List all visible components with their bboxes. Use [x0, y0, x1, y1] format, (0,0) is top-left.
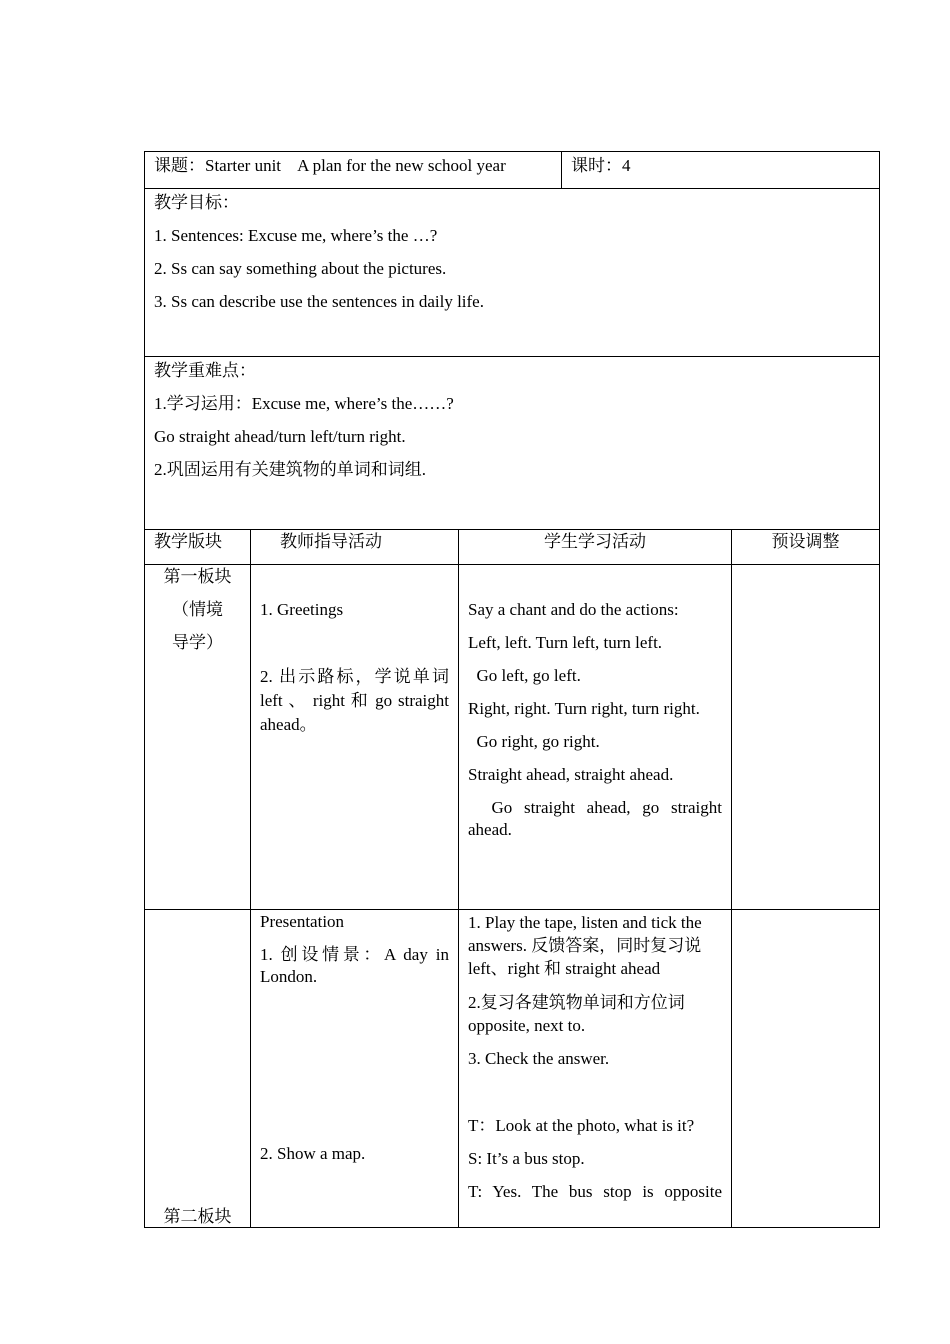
student-activity: 1. Play the tape, listen and tick the answers. 反馈答案，同时复习说 left、right 和 straight ahead: [468, 913, 702, 978]
col-header-adjustment: 预设调整: [731, 530, 879, 564]
section2-row: [144, 909, 880, 1228]
student-activity: Go straight ahead, go straight ahead.: [468, 798, 727, 839]
column-header-row: [144, 529, 880, 564]
section1-label-cell: [145, 565, 250, 909]
teacher-activity: Presentation: [260, 912, 345, 931]
student-activity: T：Look at the photo, what is it?: [468, 1116, 695, 1135]
student-activity: Go right, go right.: [468, 732, 600, 751]
section2-teacher-cell: [250, 910, 458, 1227]
lesson-plan-document: [144, 151, 880, 1228]
student-activity: Straight ahead, straight ahead.: [468, 765, 674, 784]
student-activity: T: Yes. The bus stop is opposite: [468, 1182, 722, 1201]
student-activity: Left, left. Turn left, turn left.: [468, 633, 663, 652]
key-points-row: [144, 356, 880, 529]
section1-adjustment-cell: [731, 565, 879, 909]
section2-student-cell: [458, 910, 731, 1227]
topic-text: Starter unit A plan for the new school year: [205, 156, 506, 175]
student-activity: Say a chant and do the actions:: [468, 600, 679, 619]
student-activity: Go left, go left.: [468, 666, 581, 685]
section2-adjustment-cell: [731, 910, 879, 1227]
key-point-item: Go straight ahead/turn left/turn right.: [154, 427, 406, 446]
section2-label: 第二板块: [163, 1207, 232, 1226]
teacher-activity: 2. Show a map.: [260, 1144, 366, 1163]
key-point-item: 1.学习运用：Excuse me, where’s the……?: [154, 394, 454, 413]
period-cell: [561, 152, 879, 188]
objectives-row: [144, 188, 880, 356]
col-header-student: 学生学习活动: [458, 530, 731, 564]
header-row: [144, 151, 880, 188]
section1-student-cell: [458, 565, 731, 909]
objective-item: 3. Ss can describe use the sentences in daily life.: [154, 292, 484, 311]
topic-cell: [145, 152, 561, 188]
student-activity: 3. Check the answer.: [468, 1049, 610, 1068]
col-header-teacher: 教师指导活动: [250, 530, 458, 564]
objectives-title: 教学目标：: [154, 193, 239, 212]
objective-item: 1. Sentences: Excuse me, where’s the …?: [154, 226, 438, 245]
student-activity: Right, right. Turn right, turn right.: [468, 699, 700, 718]
student-activity: S: It’s a bus stop.: [468, 1149, 585, 1168]
section2-label-cell: [145, 910, 250, 1227]
section1-label-line: （情境: [172, 600, 223, 619]
section1-label-line: 第一板块: [163, 567, 232, 586]
objective-item: 2. Ss can say something about the pictures.: [154, 259, 447, 278]
key-points-title: 教学重难点：: [154, 361, 256, 380]
col-header-section: 教学版块: [154, 532, 222, 551]
period-value: 4: [622, 156, 631, 175]
section1-row: [144, 564, 880, 909]
section1-label-line: 导学）: [172, 633, 223, 652]
period-label: 课时：: [571, 156, 622, 175]
student-activity: 2.复习各建筑物单词和方位词 opposite, next to.: [468, 993, 685, 1035]
teacher-activity: 2. 出示路标，学说单词 left 、 right 和 go straight ahead。: [260, 667, 449, 734]
key-point-item: 2.巩固运用有关建筑物的单词和词组.: [154, 460, 426, 479]
topic-label: 课题：: [154, 156, 205, 175]
section1-teacher-cell: [250, 565, 458, 909]
teacher-activity: 1. 创设情景：A day in London.: [260, 945, 449, 986]
teacher-activity: 1. Greetings: [260, 600, 344, 619]
